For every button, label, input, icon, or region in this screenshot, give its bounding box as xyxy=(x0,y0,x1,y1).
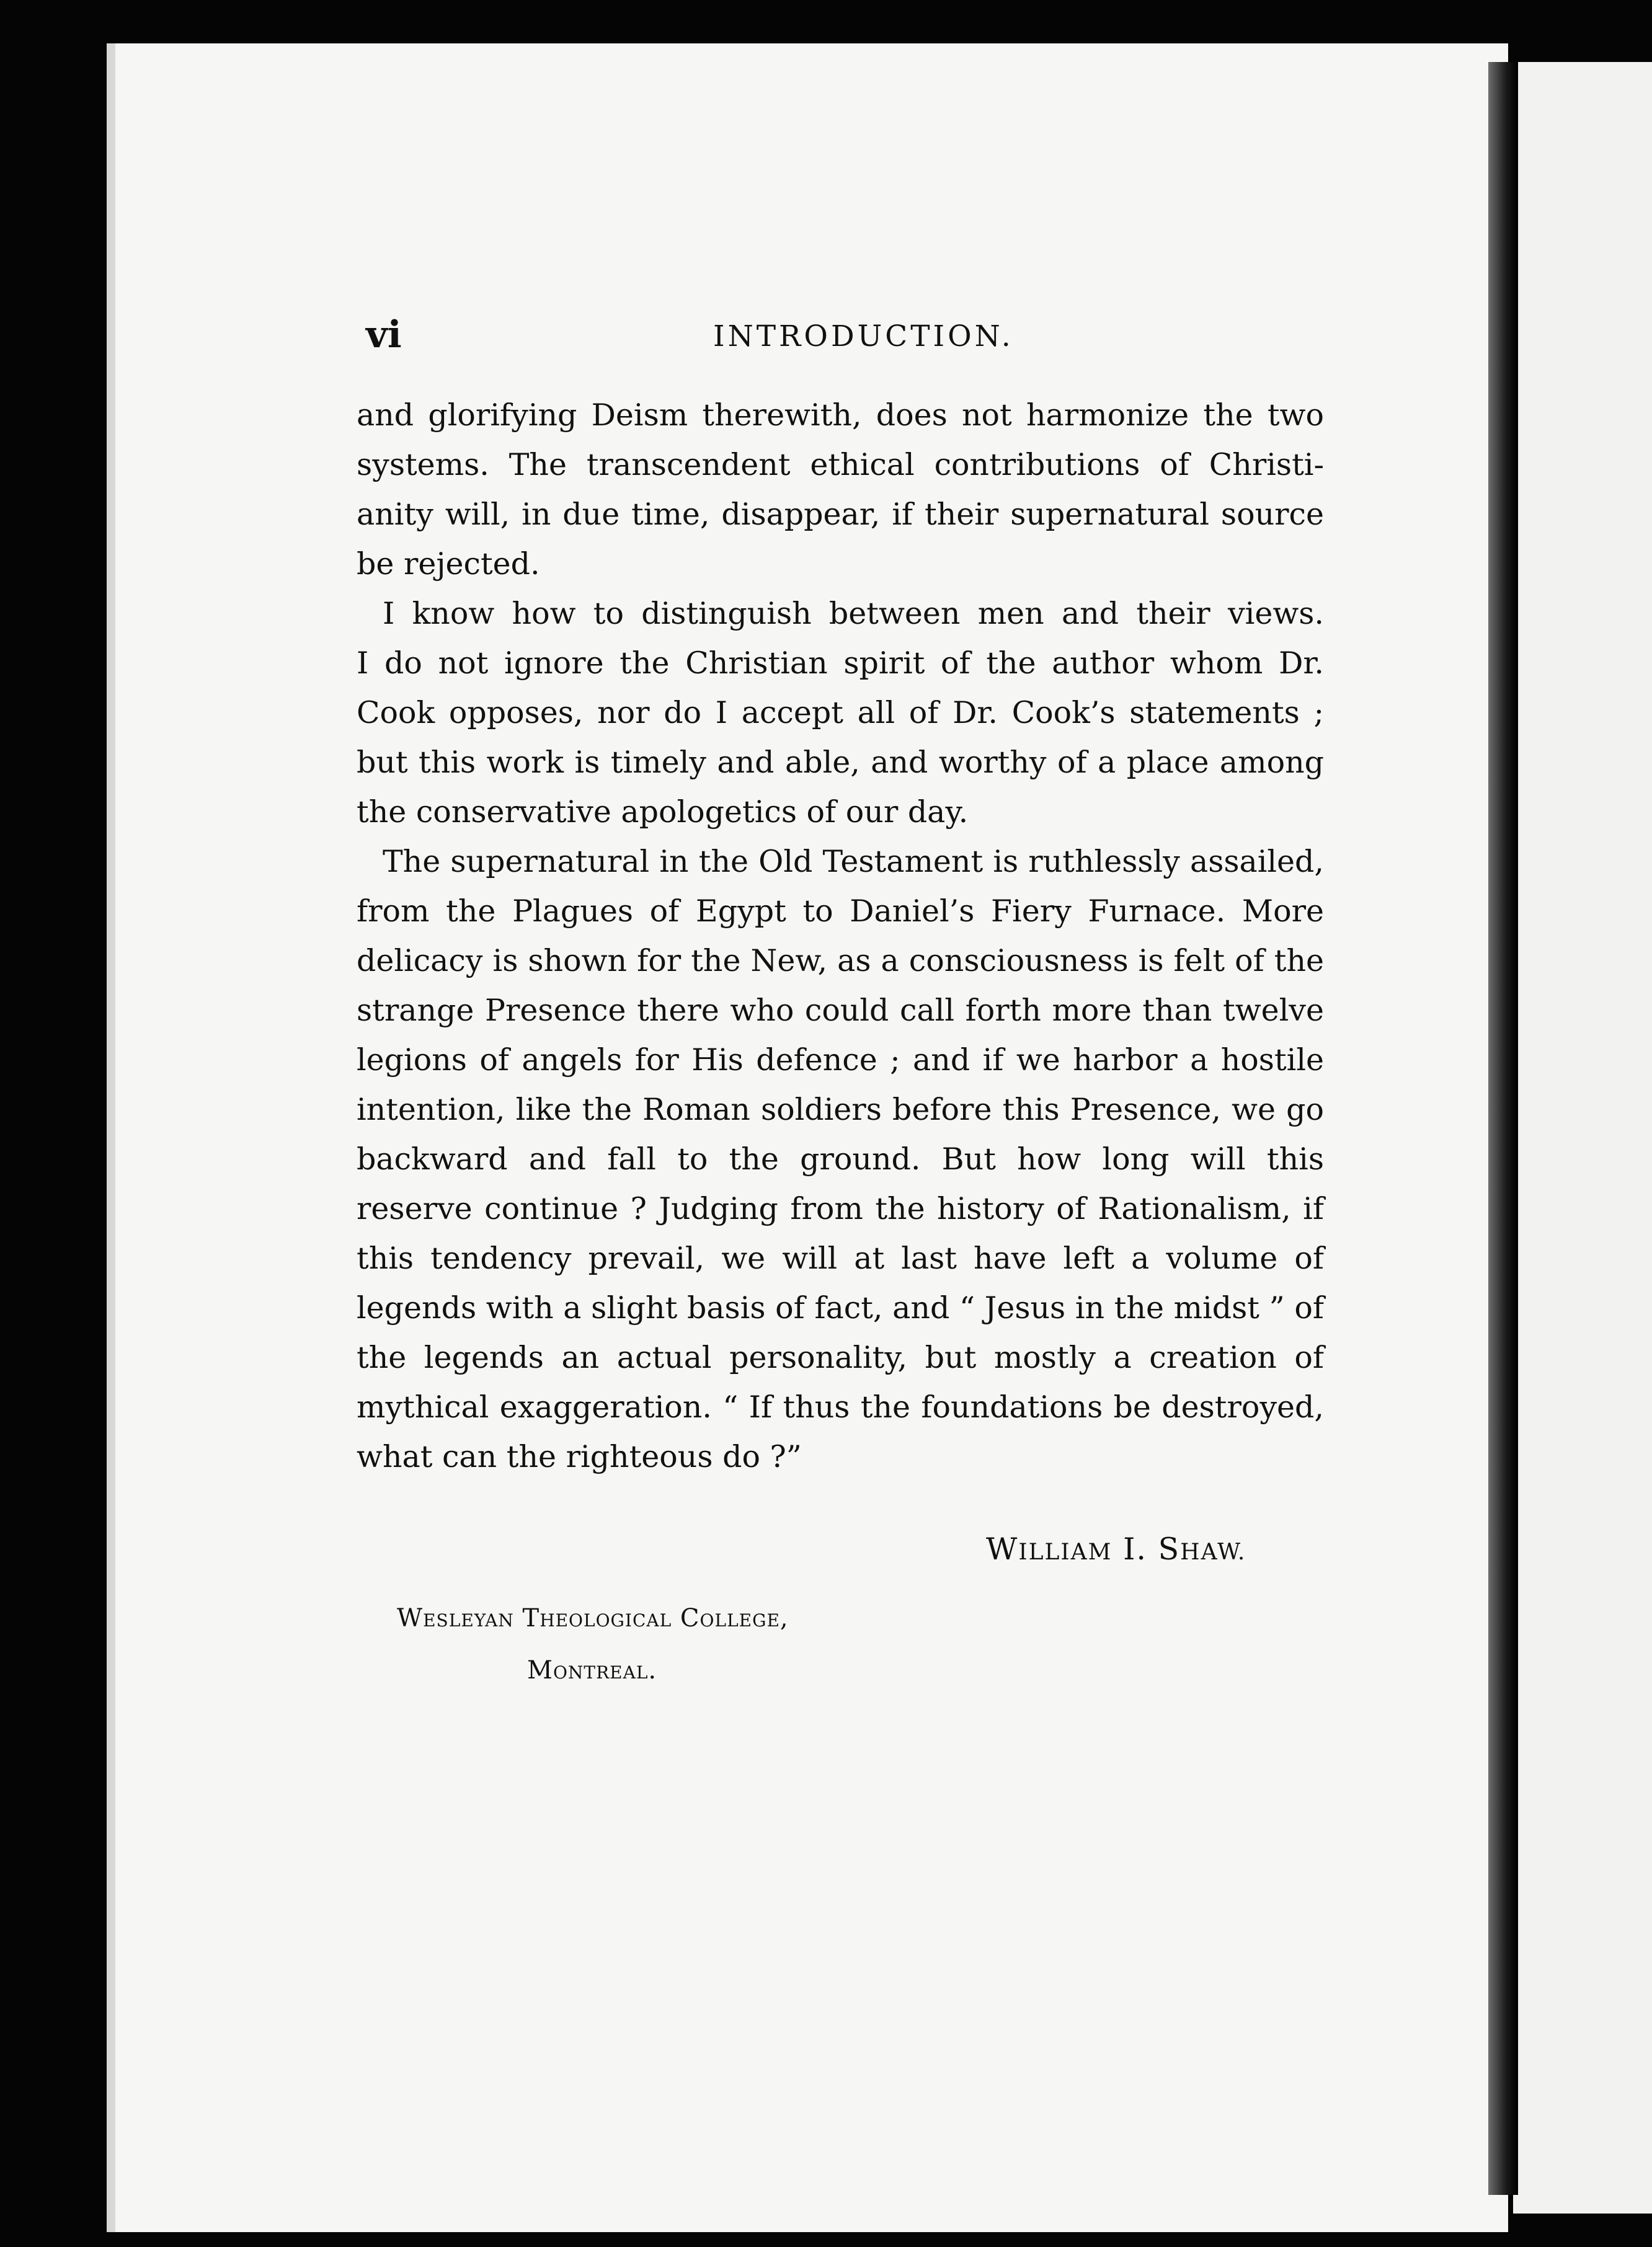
text-line: The supernatural in the Old Testament is ruthlessly assailed, xyxy=(383,844,1324,879)
text-line: reserve continue ? Judging from the history of Rationalism, if xyxy=(357,1191,1324,1226)
text-line: what can the righteous do ?” xyxy=(357,1439,802,1474)
text-line: from the Plagues of Egypt to Daniel’s Fiery Furnace. More xyxy=(357,893,1324,929)
text-line: this tendency prevail, we will at last have left a volume of xyxy=(357,1241,1324,1276)
text-line: strange Presence there who could call forth more than twelve xyxy=(357,993,1324,1028)
page-header xyxy=(366,313,1222,363)
text-line: I do not ignore the Christian spirit of the author whom Dr. xyxy=(357,645,1324,681)
text-line: the conservative apologetics of our day. xyxy=(357,794,969,830)
running-title: INTRODUCTION. xyxy=(713,319,1014,353)
text-line: legends with a slight basis of fact, and “ Jesus in the midst ” of xyxy=(357,1290,1324,1326)
text-line: I know how to distinguish between men and their views. xyxy=(383,596,1324,631)
author-signature: WILLIAM I. SHAW. xyxy=(986,1531,1246,1567)
text-line: but this work is timely and able, and worthy of a place among xyxy=(357,745,1324,780)
text-line: anity will, in due time, disappear, if their supernatural source xyxy=(357,497,1324,532)
text-line: be rejected. xyxy=(357,546,540,582)
text-line: backward and fall to the ground. But how long will this xyxy=(357,1141,1324,1177)
affiliation-college: Wesleyan Theological College, xyxy=(397,1604,789,1633)
paragraph-2 xyxy=(357,589,1324,837)
page-number: vi xyxy=(366,313,402,357)
text-line: Cook opposes, nor do I accept all of Dr. Cook’s statements ; xyxy=(357,695,1324,730)
text-line: and glorifying Deism therewith, does not harmonize the two xyxy=(357,397,1324,433)
body-text xyxy=(357,391,1324,1482)
text-line: intention, like the Roman soldiers before this Presence, we go xyxy=(357,1092,1324,1127)
text-line: mythical exaggeration. “ If thus the foundations be destroyed, xyxy=(357,1389,1324,1425)
author-affiliation xyxy=(397,1592,789,1696)
text-line: delicacy is shown for the New, as a consciousness is felt of the xyxy=(357,943,1324,978)
paragraph-1 xyxy=(357,391,1324,589)
text-line: legions of angels for His defence ; and if we harbor a hostile xyxy=(357,1042,1324,1078)
affiliation-city: Montreal. xyxy=(527,1656,657,1685)
paragraph-3 xyxy=(357,837,1324,1482)
page-gutter-edge xyxy=(1488,62,1518,2195)
facing-page xyxy=(1513,62,1652,2214)
text-line: systems. The transcendent ethical contributions of Christi- xyxy=(357,447,1324,482)
text-line: the legends an actual personality, but mostly a creation of xyxy=(357,1340,1324,1375)
